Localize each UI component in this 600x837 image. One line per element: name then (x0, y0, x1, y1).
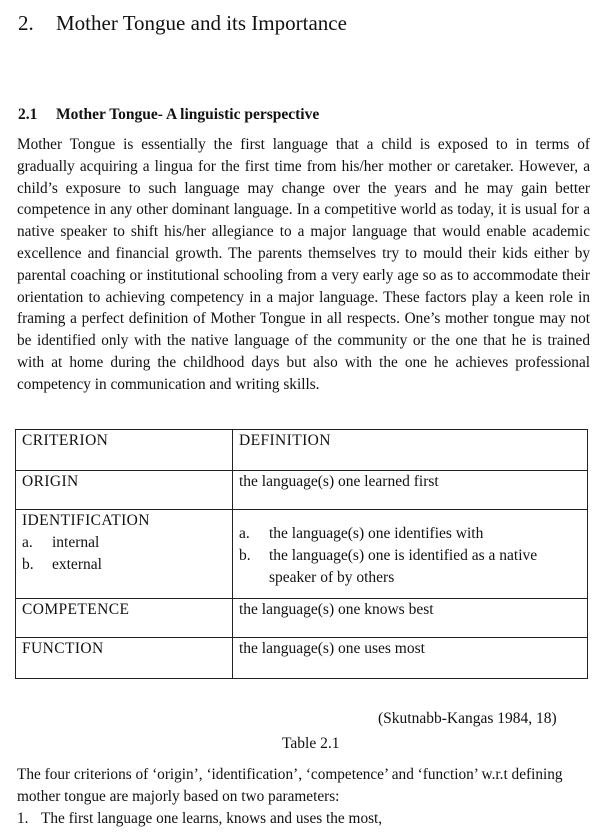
body-paragraph: Mother Tongue is essentially the first language that a child is exposed to in terms of gradually acquiring a lingua for the first time from his/her mother or caretaker. However, a child’s exposure to such language may change over the years and he may gain better competence in any other dominant language. In a competitive world as today, it is usual for a native speaker to shift his/her allegiance to a major language that would enable academic excellence and financial growth. The parents themselves try to mould their kids either by parental coaching or institutional schooling from a very early age so as to accommodate their orientation to achieving competency in a major language. These factors play a keen role in framing a perfect definition of Mother Tongue in all respects. One’s mother tongue may not be identified only with the native language of the community or the one that he is trained with at home during the childhood days but also with the one he achieves professional competency in communication and writing skills. (17, 136, 590, 393)
numbered-list (17, 808, 590, 830)
list-item (22, 532, 226, 554)
following-paragraph: The four criterions of ‘origin’, ‘identification’, ‘competence’ and ‘function’ w.r.t defining mother tongue are majorly based on two parameters: (17, 766, 563, 805)
definition-function: the language(s) one uses most (233, 638, 588, 679)
table-row (16, 510, 588, 599)
definition-external: the language(s) one is identified as a native speaker of by others (269, 547, 538, 586)
criterion-identification: IDENTIFICATION (22, 512, 150, 529)
table-header-row (16, 430, 588, 471)
list-marker: a. (239, 525, 250, 542)
criteria-table (15, 429, 588, 679)
list-item (239, 523, 581, 545)
criterion-identification-cell (16, 510, 233, 599)
definition-internal: the language(s) one identifies with (269, 525, 484, 542)
table-row (16, 471, 588, 510)
chapter-title (18, 9, 347, 37)
list-marker: b. (22, 556, 34, 573)
identification-definition-list (239, 523, 581, 589)
chapter-title-text: Mother Tongue and its Importance (56, 11, 347, 35)
definition-origin: the language(s) one learned first (233, 471, 588, 510)
sub-item-external: external (52, 556, 102, 573)
section-heading (18, 104, 319, 126)
definition-identification-cell (233, 510, 588, 599)
sub-item-internal: internal (52, 534, 100, 551)
chapter-number: 2. (18, 11, 34, 35)
list-item (17, 808, 590, 830)
criterion-function: FUNCTION (16, 638, 233, 679)
table-row (16, 638, 588, 679)
list-marker: 1. (17, 810, 29, 827)
header-criterion: CRITERION (16, 430, 233, 471)
definition-competence: the language(s) one knows best (233, 599, 588, 638)
list-marker: b. (239, 547, 251, 564)
list-item-text: The first language one learns, knows and uses the most, (41, 810, 383, 827)
section-number: 2.1 (18, 106, 38, 123)
table-caption: Table 2.1 (282, 735, 340, 752)
criterion-competence: COMPETENCE (16, 599, 233, 638)
header-definition: DEFINITION (233, 430, 588, 471)
list-item (22, 554, 226, 576)
table-row (16, 599, 588, 638)
criterion-origin: ORIGIN (16, 471, 233, 510)
list-item (239, 545, 581, 589)
list-marker: a. (22, 534, 33, 551)
table-citation: (Skutnabb-Kangas 1984, 18) (378, 710, 557, 727)
identification-sub-list (22, 532, 226, 576)
section-title-text: Mother Tongue- A linguistic perspective (56, 106, 320, 123)
